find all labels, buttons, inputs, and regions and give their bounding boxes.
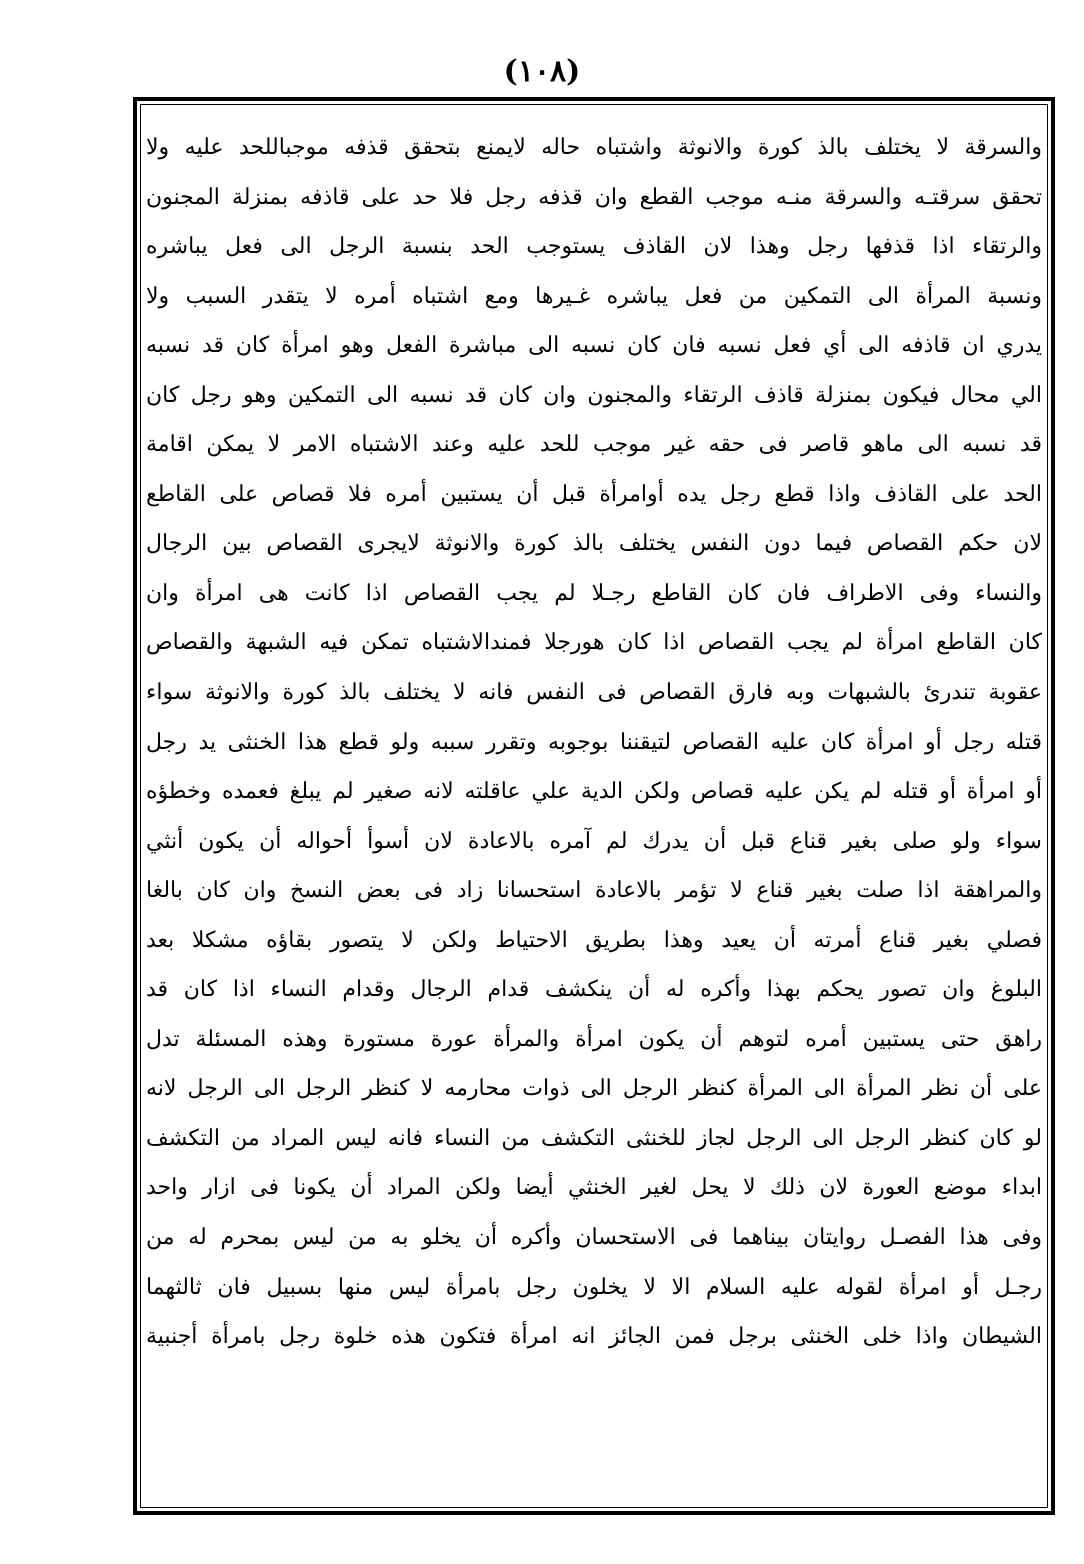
page-number: (١٠٨) <box>503 54 581 89</box>
text-line: ابداء موضع العورة لان ذلك لا يحل لغير الخنثي أيضا ولكن المراد أن يكونا فى ازار واحد <box>146 1175 1042 1201</box>
text-line: فصلي بغير قناع أمرته أن يعيد وهذا بطريق الاحتياط ولكن لا يتصور بقاؤه مشكلا بعد <box>146 927 1042 953</box>
text-line: رجـل أو امرأة لقوله عليه السلام الا لا يخلون رجل بامرأة ليس منها بسبيل فان ثالثهما <box>146 1274 1042 1300</box>
text-line: والنساء وفى الاطراف فان كان القاطع رجـلا لم يجب القصاص اذا كانت هى امرأة وان <box>146 580 1042 606</box>
text-line: قتله رجل أو امرأة كان عليه القصاص لتيقننا بوجوبه وتقرر سببه ولو قطع هذا الخنثى يد رجل <box>146 729 1042 755</box>
text-line: قد نسبه الى ماهو قاصر فى حقه غير موجب للحد عليه وعند الاشتباه الامر لا يمكن اقامة <box>146 432 1042 458</box>
text-line: والمراهقة اذا صلت بغير قناع لا تؤمر بالاعادة استحسانا زاد فى بعض النسخ وان كان بالغا <box>146 878 1042 904</box>
text-line: أو امرأة أو قتله لم يكن عليه قصاص ولكن الدية علي عاقلته لانه صغير لم يبلغ فعمده وخطؤه <box>146 779 1042 805</box>
text-line: على أن نظر المرأة الى المرأة كنظر الرجل الى ذوات محارمه لا كنظر الرجل الى الرجل لانه <box>146 1076 1042 1102</box>
text-line: راهق حتى يستبين أمره لتوهم أن يكون امرأة والمرأة عورة مستورة وهذه المسئلة تدل <box>146 1026 1042 1052</box>
text-line: لان حكم القصاص فيما دون النفس يختلف بالذ كورة والانوثة لايجرى القصاص بين الرجال <box>146 531 1042 557</box>
text-line: والرتقاء اذا قذفها رجل وهذا لان القاذف يستوجب الحد بنسبة الرجل الى فعل يباشره <box>146 234 1042 260</box>
text-line: وفى هذا الفصـل روايتان بيناهما فى الاستحسان وأكره أن يخلو به من ليس بمحرم له من <box>146 1225 1042 1251</box>
text-line: سواء ولو صلى بغير قناع قبل أن يدرك لم آمره بالاعادة لان أسوأ أحواله أن يكون أنثي <box>146 828 1042 854</box>
text-body <box>146 123 1042 1493</box>
text-line: البلوغ وان تصور يحكم بهذا وأكره له أن ينكشف قدام الرجال وقدام النساء اذا كان قد <box>146 977 1042 1003</box>
text-line: الي محال فيكون بمنزلة قاذف الرتقاء والمجنون وان كان قد نسبه الى التمكين وهو رجل كان <box>146 382 1042 408</box>
text-line: ونسبة المرأة الى التمكين من فعل يباشره غـيرها ومع اشتباه أمره لا يتقدر السبب ولا <box>146 283 1042 309</box>
text-line: الشيطان واذا خلى الخنثى برجل فمن الجائز انه امرأة فتكون هذه خلوة رجل بامرأة أجنبية <box>146 1324 1042 1350</box>
text-line: عقوبة تندرئ بالشبهات وبه فارق القصاص فى النفس فانه لا يختلف بالذ كورة والانوثة سواء <box>146 680 1042 706</box>
text-line: تحقق سرقتـه والسرقة منـه موجب القطع وان قذفه رجل فلا حد على قاذفه بمنزلة المجنون <box>146 184 1042 210</box>
text-line: كان القاطع امرأة لم يجب القصاص اذا كان هورجلا فمندالاشتباه تمكن فيه الشبهة والقصاص <box>146 630 1042 656</box>
text-line: لو كان كنظر الرجل الى الرجل لجاز للخنثى التكشف من النساء فانه ليس المراد من التكشف <box>146 1125 1042 1151</box>
text-line: يدري ان قاذفه الى أي فعل نسبه فان كان نسبه الى مباشرة الفعل وهو امرأة كان قد نسبه <box>146 333 1042 359</box>
text-line: الحد على القاذف واذا قطع رجل يده أوامرأة قبل أن يستبين أمره فلا قصاص على القاطع <box>146 481 1042 507</box>
text-line: والسرقة لا يختلف بالذ كورة والانوثة واشتباه حاله لايمنع بتحقق قذفه موجباللحد عليه ولا <box>146 135 1042 160</box>
